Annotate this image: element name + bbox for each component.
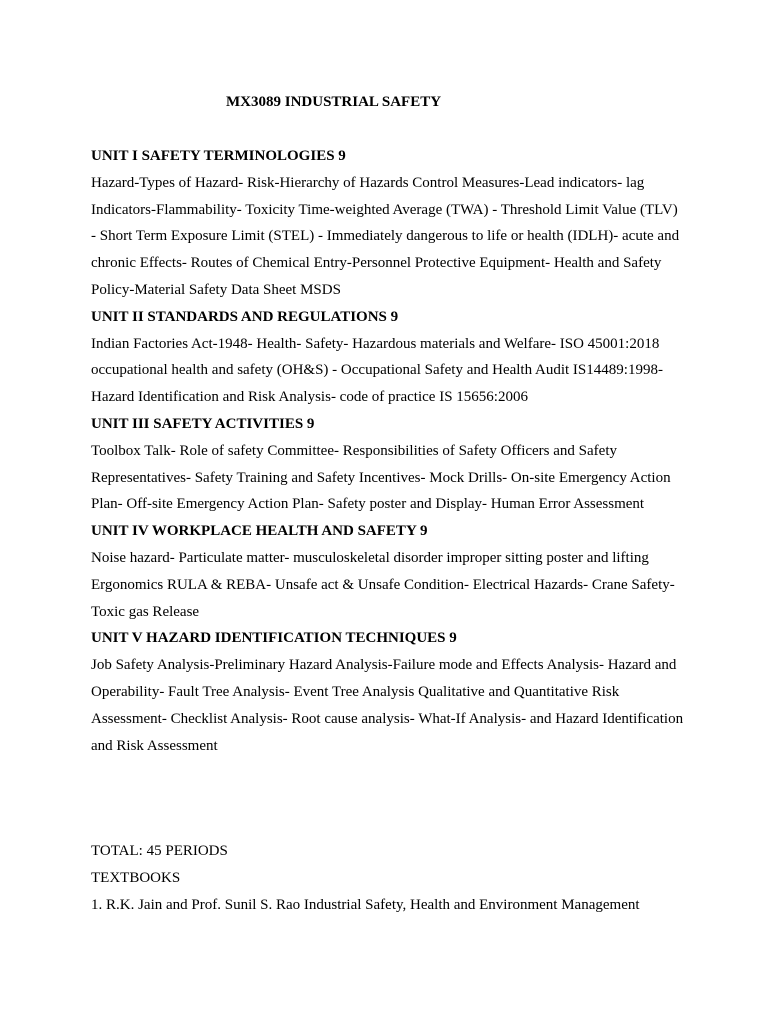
unit-body: Noise hazard- Particulate matter- musculoskeletal disorder improper sitting poster and lifting Ergonomics RULA & REBA- Unsafe act & Unsafe Condition- Electrical Hazards- Crane Safety-Toxic gas Release [91, 549, 675, 620]
unit-2 [91, 304, 691, 411]
textbook-item: 1. R.K. Jain and Prof. Sunil S. Rao Industrial Safety, Health and Environment Management [91, 896, 640, 913]
unit-body: Job Safety Analysis-Preliminary Hazard Analysis-Failure mode and Effects Analysis- Hazard and Operability- Fault Tree Analysis- Event Tree Analysis Qualitative and Quantitative Risk Assessment- Checklist Analysis- Root cause analysis- What-If Analysis- and Hazard Identification and Risk Assessment [91, 657, 684, 754]
unit-heading: UNIT IV WORKPLACE HEALTH AND SAFETY 9 [91, 523, 428, 540]
unit-body: Hazard-Types of Hazard- Risk-Hierarchy of Hazards Control Measures-Lead indicators- lag Indicators-Flammability- Toxicity Time-weighted Average (TWA) - Threshold Limit Value (TLV) - Short Term Exposure Limit (STEL) - Immediately dangerous to life or health (IDLH)- acute and chronic Effects- Routes of Chemical Entry-Personnel Protective Equipment- Health and Safety Policy-Material Safety Data Sheet MSDS [91, 174, 680, 298]
unit-heading: UNIT I SAFETY TERMINOLOGIES 9 [91, 148, 346, 164]
unit-4 [91, 518, 691, 625]
textbooks-heading: TEXTBOOKS [91, 869, 181, 886]
unit-heading: UNIT III SAFETY ACTIVITIES 9 [91, 415, 315, 432]
syllabus-units [91, 143, 691, 759]
unit-heading: UNIT V HAZARD IDENTIFICATION TECHNIQUES 9 [91, 630, 457, 647]
unit-body: Toolbox Talk- Role of safety Committee- Responsibilities of Safety Officers and Safety Representatives- Safety Training and Safety Incentives- Mock Drills- On-site Emergency Action Plan- Off-site Emergency Action Plan- Safety poster and Display- Human Error Assessment [91, 442, 671, 513]
total-periods: TOTAL: 45 PERIODS [91, 843, 228, 859]
unit-body: Indian Factories Act-1948- Health- Safety- Hazardous materials and Welfare- ISO 45001:2018 occupational health and safety (OH&S) - Occupational Safety and Health Audit IS14489:1998- Hazard Identification and Risk Analysis- code of practice IS 15656:2006 [91, 335, 663, 406]
unit-1 [91, 143, 691, 304]
unit-5 [91, 625, 691, 759]
page-title: MX3089 INDUSTRIAL SAFETY [226, 94, 442, 110]
course-footer [91, 838, 711, 918]
unit-3 [91, 411, 691, 518]
unit-heading: UNIT II STANDARDS AND REGULATIONS 9 [91, 308, 399, 325]
